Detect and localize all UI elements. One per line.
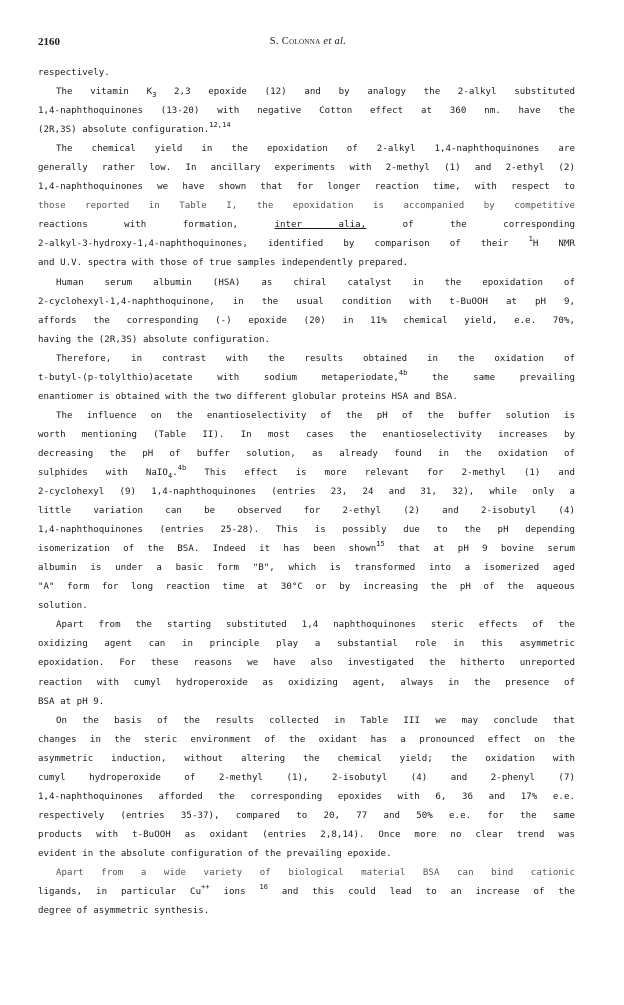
text-line: oxidizing agent can in principle play a substantial role in this asymmetric [38, 639, 575, 650]
text-line: reactions with formation, inter alia, of the corresponding [38, 220, 576, 231]
text-line: 1,4-naphthoquinones (entries 25-28). This is possibly due to the pH depending [38, 525, 575, 536]
paragraph-3 [38, 274, 575, 350]
running-head [38, 36, 578, 47]
article-body [38, 64, 575, 921]
text-line: reaction with cumyl hydroperoxide as oxidizing agent, always in the presence of [38, 677, 575, 688]
text-line: degree of asymmetric synthesis. [38, 906, 210, 917]
text-line: t-butyl-(p-tolylthio)acetate with sodium metaperiodate,$^{4b}$ the same prevailing [38, 368, 575, 383]
page-number: 2160 [38, 36, 60, 48]
paragraph-6 [38, 616, 575, 711]
paragraph-8 [38, 864, 575, 921]
paragraph-7 [38, 712, 575, 864]
text-line: sulphides with NaIO$_4$.$^{4b}$ This effect is more relevant for 2-methyl (1) and [38, 463, 575, 480]
paragraph-2 [38, 140, 575, 273]
text-line: epoxidation. For these reasons we have also investigated the hitherto unreported [38, 658, 575, 669]
text-line: Human serum albumin (HSA) as chiral catalyst in the epoxidation of [56, 277, 575, 288]
text-line: decreasing the pH of buffer solution, as already found in the oxidation of [38, 448, 575, 459]
text-line: respectively. [38, 68, 110, 78]
page-header [38, 36, 578, 52]
inter-alia-text: inter alia, [274, 220, 367, 231]
running-head-etal: et al. [323, 36, 347, 47]
text-line: Therefore, in contrast with the results obtained in the oxidation of [56, 353, 575, 364]
text-line: 1,4-naphthoquinones we have shown that for longer reaction time, with respect to [38, 182, 575, 193]
text-line: affords the corresponding (-) epoxide (20) in 11% chemical yield, e.e. 70%, [38, 315, 575, 326]
text-line: On the basis of the results collected in Table III we may conclude that [56, 715, 575, 726]
text-line: isomerization of the BSA. Indeed it has been shown$^{15}$ that at pH 9 bovine serum [38, 540, 575, 555]
text-line: enantiomer is obtained with the two different globular proteins HSA and BSA. [38, 391, 458, 402]
text-line: albumin is under a basic form "B", which is transformed into a isomerized aged [38, 563, 575, 574]
text-line: 2-alkyl-3-hydroxy-1,4-naphthoquinones, identified by comparison of their $^1$H NMR [38, 235, 575, 250]
text-line: 2-cyclohexyl-1,4-naphthoquinone, in the usual condition with t-BuOOH at pH 9, [38, 296, 575, 307]
text-line: BSA at pH 9. [38, 696, 105, 707]
text-line: worth mentioning (Table II). In most cases the enantioselectivity increases by [38, 429, 575, 440]
text-line: (2R,3S) absolute configuration.$^{12,14}$ [38, 121, 231, 136]
text-line: changes in the steric environment of the oxidant has a pronounced effect on the [38, 734, 575, 745]
text-line: and U.V. spectra with those of true samples independently prepared. [38, 258, 409, 269]
paragraph-4 [38, 350, 575, 407]
text-line: The vitamin $K_3$ 2,3 epoxide (12) and by analogy the 2-alkyl substituted [56, 87, 575, 100]
text-line: having the (2R,3S) absolute configuration. [38, 334, 271, 345]
text-line: Apart from the starting substituted 1,4 naphthoquinones steric effects of the [56, 620, 575, 631]
text-line: those reported in Table I, the epoxidation is accompanied by competitive [38, 201, 575, 212]
paragraph-1 [38, 64, 575, 140]
text-line: "A" form for long reaction time at 30°C or by increasing the pH of the aqueous [38, 582, 575, 593]
text-line: 2-cyclohexyl (9) 1,4-naphthoquinones (entries 23, 24 and 31, 32), while only a [38, 487, 575, 498]
text-line: little variation can be observed for 2-ethyl (2) and 2-isobutyl (4) [38, 506, 575, 517]
text-line: The chemical yield in the epoxidation of 2-alkyl 1,4-naphthoquinones are [56, 144, 575, 155]
text-line: products with t-BuOOH as oxidant (entries 2,8,14). Once more no clear trend was [38, 829, 575, 840]
text-line: cumyl hydroperoxide of 2-methyl (1), 2-isobutyl (4) and 2-phenyl (7) [38, 772, 575, 783]
text-line: 1,4-naphthoquinones afforded the corresponding epoxides with 6, 36 and 17% e.e. [38, 791, 575, 802]
paragraph-5 [38, 407, 575, 617]
running-head-initial: S. C [269, 36, 290, 47]
text-line: solution. [38, 601, 88, 612]
text-line: Apart from a wide variety of biological material BSA can bind cationic [56, 867, 575, 878]
text-line: 1,4-naphthoquinones (13-20) with negative Cotton effect at 360 nm. have the [38, 106, 575, 117]
text-line: asymmetric induction, without altering the chemical yield; the oxidation with [38, 753, 575, 764]
text-line: respectively (entries 35-37), compared to 20, 77 and 50% e.e. for the same [38, 810, 575, 821]
running-head-author: olonna [289, 36, 321, 47]
text-line: ligands, in particular Cu++ ions $^{16}$ and this could lead to an increase of the [38, 883, 576, 898]
text-line: generally rather low. In ancillary experiments with 2-methyl (1) and 2-ethyl (2) [38, 163, 575, 174]
text-line: The influence on the enantioselectivity of the pH of the buffer solution is [56, 410, 575, 421]
text-line: evident in the absolute configuration of the prevailing epoxide. [38, 848, 392, 859]
